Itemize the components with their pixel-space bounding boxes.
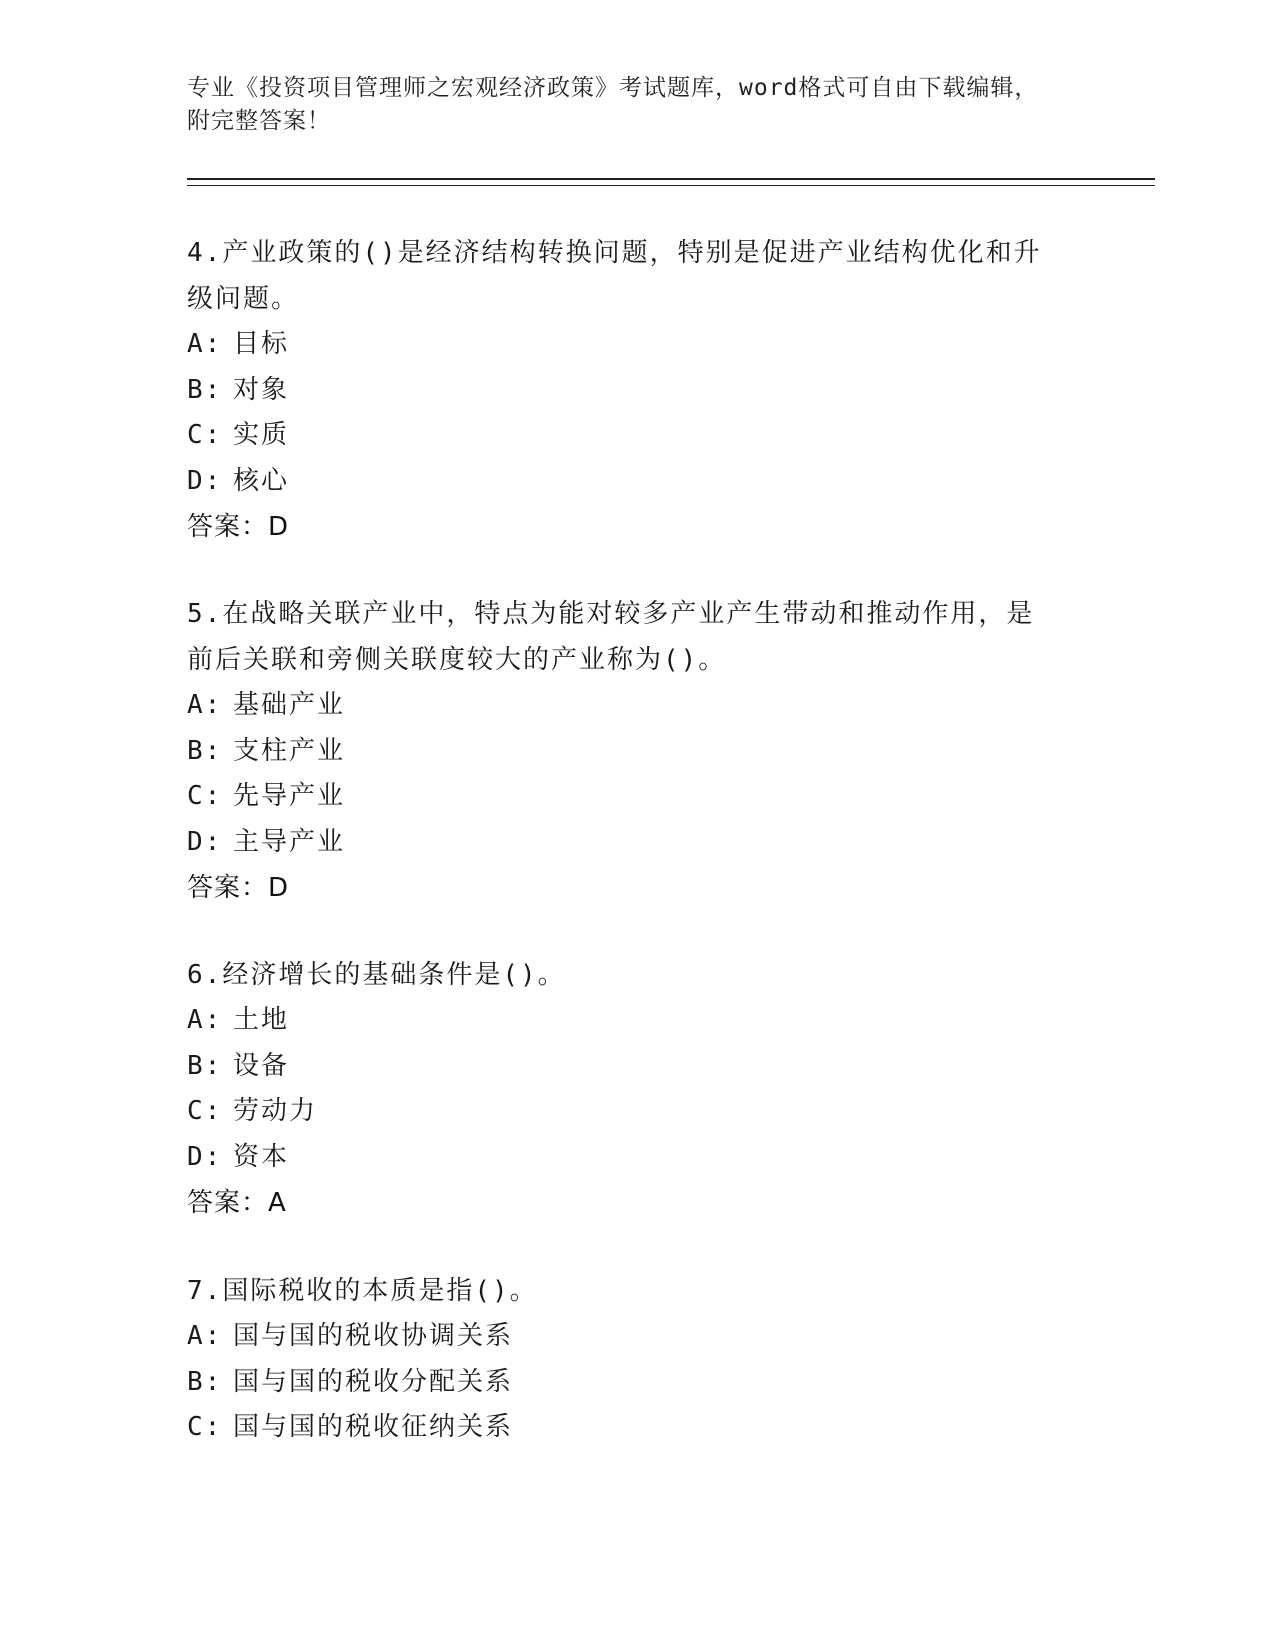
option-a: A: 目标 [187, 329, 290, 359]
option-d: D: 主导产业 [187, 826, 346, 857]
question-text-continued: 前后关联和旁侧关联度较大的产业称为()。 [187, 645, 727, 675]
option-b: B: 对象 [187, 374, 290, 405]
option-b: B: 设备 [187, 1050, 290, 1081]
option-a: A: 土地 [187, 1005, 290, 1035]
question-number: 4. [187, 238, 223, 268]
option-d: D: 核心 [187, 465, 290, 496]
option-a: A: 基础产业 [187, 690, 346, 720]
question-text: 4.产业政策的()是经济结构转换问题，特别是促进产业结构优化和升 [187, 238, 1042, 268]
question-text: 7.国际税收的本质是指()。 [187, 1276, 538, 1306]
question-text-continued: 级问题。 [187, 284, 300, 314]
option-c: C: 劳动力 [187, 1096, 318, 1126]
answer-line: 答案：D [187, 873, 290, 903]
question-text: 6.经济增长的基础条件是()。 [187, 960, 566, 990]
option-c: C: 国与国的税收征纳关系 [187, 1412, 514, 1442]
document-header [187, 72, 1087, 138]
option-c: C: 实质 [187, 420, 290, 450]
option-a: A: 国与国的税收协调关系 [187, 1321, 514, 1351]
option-d: D: 资本 [187, 1141, 290, 1172]
question-6 [187, 952, 1087, 1226]
question-4 [187, 230, 1087, 550]
option-c: C: 先导产业 [187, 781, 346, 811]
option-b: B: 支柱产业 [187, 735, 346, 766]
header-line-1: 专业《投资项目管理师之宏观经济政策》考试题库，word格式可自由下载编辑， [187, 75, 1039, 101]
answer-line: 答案：D [187, 512, 290, 542]
question-number: 7. [187, 1276, 223, 1306]
question-number: 6. [187, 960, 223, 990]
option-b: B: 国与国的税收分配关系 [187, 1366, 514, 1397]
question-text: 5.在战略关联产业中，特点为能对较多产业产生带动和推动作用，是 [187, 599, 1035, 629]
header-divider [187, 178, 1155, 186]
question-number: 5. [187, 599, 223, 629]
header-line-2: 附完整答案！ [187, 108, 331, 134]
question-7 [187, 1268, 1087, 1451]
answer-line: 答案：A [187, 1188, 287, 1218]
question-5 [187, 591, 1087, 911]
